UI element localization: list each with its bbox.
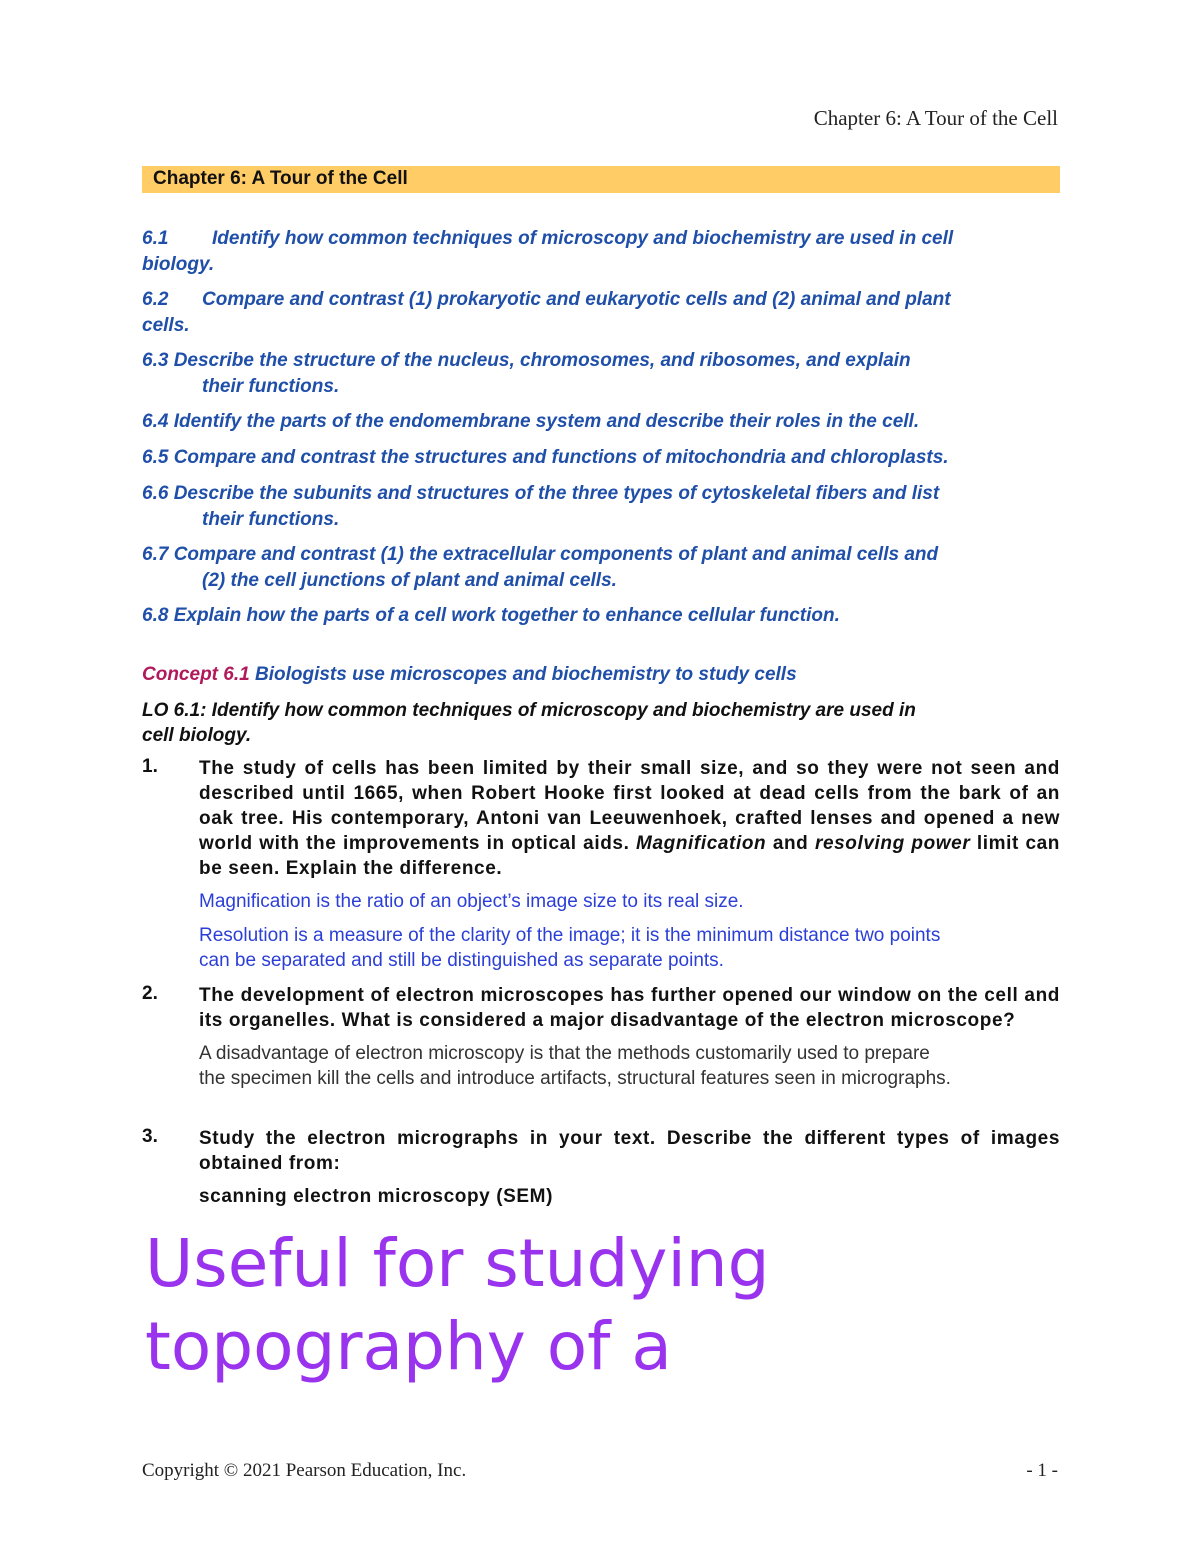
- answer-line: Resolution is a measure of the clarity of the image; it is the minimum distance two points: [199, 925, 941, 946]
- question-2: [142, 983, 1060, 1091]
- answer-magnification: Magnification is the ratio of an object’s image size to its real size.: [199, 891, 744, 912]
- objective-text: Compare and contrast (1) the extracellular components of plant and animal cells and: [173, 544, 939, 565]
- objective-6-8: [142, 603, 1067, 629]
- objective-number: 6.8: [142, 605, 169, 626]
- objective-text: Identify how common techniques of microscopy and biochemistry are used in cell: [212, 228, 954, 249]
- question-text-part: The study of cells has been limited by their small size, and so they were not seen and described until 1665, when Robert Hooke first looked at dead cells from the bark of an oak tree. His contemporary, Antoni van Leeuwenhoek, crafted lenses and opened a new world with the improvements in optical aids.: [199, 758, 1060, 854]
- lo-text: LO 6.1: Identify how common techniques of microscopy and biochemistry are used in: [142, 700, 916, 721]
- term-resolving-power: resolving power: [814, 833, 971, 854]
- question-text: Study the electron micrographs in your text. Describe the different types of images obtained from:: [199, 1128, 1060, 1174]
- objective-number: 6.7: [142, 544, 169, 565]
- objective-6-3: [142, 348, 1067, 400]
- running-header: Chapter 6: A Tour of the Cell: [813, 106, 1058, 130]
- sub-prompt-sem: scanning electron microscopy (SEM): [199, 1186, 554, 1207]
- objective-6-6: [142, 481, 1067, 533]
- objective-number: 6.3: [142, 350, 169, 371]
- handwritten-answer-sem: [145, 1222, 1045, 1388]
- objective-6-2: [142, 287, 1067, 339]
- objective-6-4: [142, 409, 1067, 435]
- objective-text-cont: (2) the cell junctions of plant and animal cells.: [202, 570, 617, 591]
- learning-objectives-list: [142, 226, 1067, 639]
- answer-line: Useful for studying: [145, 1225, 770, 1302]
- answer-line: topography of a: [145, 1308, 672, 1385]
- question-text: The development of electron microscopes has further opened our window on the cell and its organelles. What is considered a major disadvantage of the electron microscope?: [199, 985, 1060, 1031]
- objective-text: Identify the parts of the endomembrane system and describe their roles in the cell.: [173, 411, 920, 432]
- conjunction: and: [772, 833, 809, 854]
- concept-text: Biologists use microscopes and biochemistry to study cells: [254, 664, 797, 685]
- answer-resolution: [199, 923, 1060, 973]
- objective-text: Compare and contrast the structures and functions of mitochondria and chloroplasts.: [173, 447, 949, 468]
- answer-line: the specimen kill the cells and introduce artifacts, structural features seen in micrographs.: [199, 1068, 951, 1089]
- question-text: [199, 756, 1060, 881]
- objective-text-cont: biology.: [142, 254, 215, 275]
- objective-text-cont: their functions.: [202, 376, 340, 397]
- question-number: 3.: [142, 1126, 158, 1147]
- objective-text-cont: their functions.: [202, 509, 340, 530]
- answer-disadvantage: [199, 1041, 1060, 1091]
- question-text-part: limit can be seen. Explain the difference.: [199, 833, 1060, 879]
- answer-line: can be separated and still be distinguished as separate points.: [199, 950, 724, 971]
- question-number: 1.: [142, 756, 158, 777]
- page-number: - 1 -: [1026, 1460, 1058, 1481]
- objective-6-1: [142, 226, 1067, 278]
- objective-6-5: [142, 445, 1067, 471]
- objective-number: 6.6: [142, 483, 169, 504]
- term-magnification: Magnification: [636, 833, 767, 854]
- copyright-footer: Copyright © 2021 Pearson Education, Inc.: [142, 1460, 467, 1481]
- question-number: 2.: [142, 983, 158, 1004]
- concept-heading: [142, 664, 1067, 686]
- lo-text-cont: cell biology.: [142, 725, 252, 746]
- learning-objective-heading: [142, 698, 1042, 748]
- objective-number: 6.2: [142, 289, 169, 310]
- objective-number: 6.4: [142, 411, 169, 432]
- question-3: [142, 1126, 1060, 1208]
- objective-text-cont: cells.: [142, 315, 190, 336]
- objective-number: 6.1: [142, 228, 169, 249]
- answer-line: A disadvantage of electron microscopy is that the methods customarily used to prepare: [199, 1043, 930, 1064]
- chapter-title-bar: [142, 166, 1060, 193]
- question-1: [142, 756, 1060, 973]
- objective-text: Compare and contrast (1) prokaryotic and eukaryotic cells and (2) animal and plant: [202, 289, 951, 310]
- objective-text: Describe the structure of the nucleus, chromosomes, and ribosomes, and explain: [173, 350, 911, 371]
- objective-text: Explain how the parts of a cell work together to enhance cellular function.: [173, 605, 840, 626]
- chapter-title: Chapter 6: A Tour of the Cell: [153, 168, 408, 189]
- objective-text: Describe the subunits and structures of the three types of cytoskeletal fibers and list: [173, 483, 940, 504]
- concept-label: Concept 6.1: [142, 664, 250, 685]
- objective-number: 6.5: [142, 447, 169, 468]
- objective-6-7: [142, 542, 1067, 594]
